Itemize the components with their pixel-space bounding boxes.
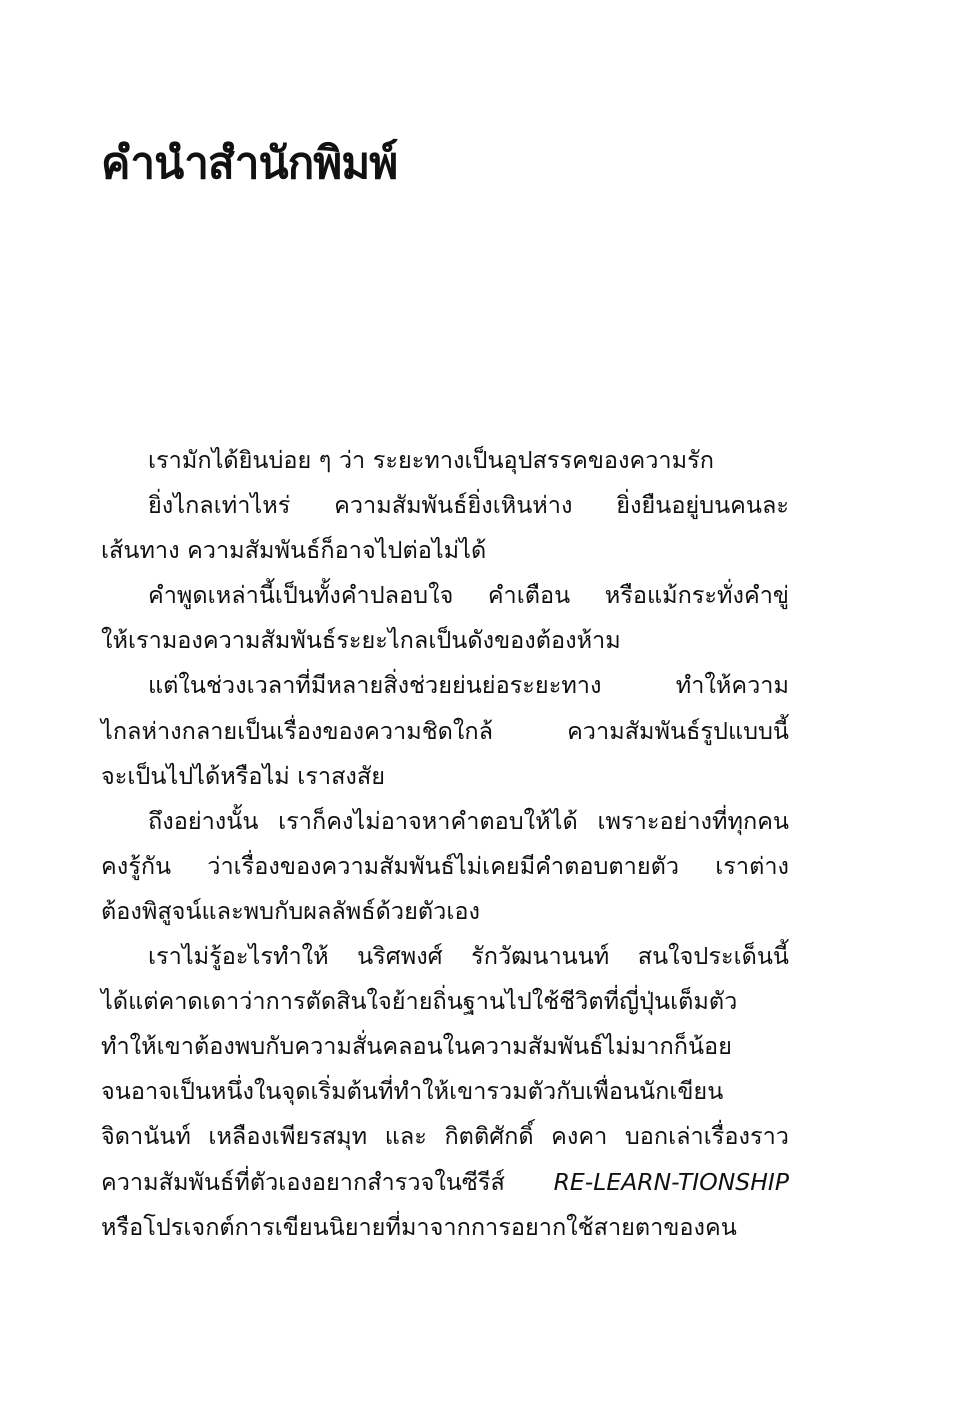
text-line: ยิ่งไกลเท่าไหร่ ความสัมพันธ์ยิ่งเหินห่าง ยิ่งยืนอยู่บนคนละ <box>148 491 789 520</box>
text-line: เราไม่รู้อะไรทำให้ นริศพงศ์ รักวัฒนานนท์ สนใจประเด็นนี้ <box>148 942 789 971</box>
text-line: เรามักได้ยินบ่อย ๆ ว่า ระยะทางเป็นอุปสรรคของความรัก <box>148 446 714 474</box>
page-title: คำนำสำนักพิมพ์ <box>101 138 398 189</box>
series-name: RE-LEARN-TIONSHIP <box>553 1167 789 1196</box>
text-line: เส้นทาง ความสัมพันธ์ก็อาจไปต่อไม่ได้ <box>101 536 487 565</box>
text-line-with-series <box>101 1160 789 1205</box>
text-line: หรือโปรเจกต์การเขียนนิยายที่มาจากการอยากใช้สายตาของคน <box>101 1212 737 1241</box>
text-line: คงรู้กัน ว่าเรื่องของความสัมพันธ์ไม่เคยมีคำตอบตายตัว เราต่าง <box>101 851 789 880</box>
text-line: คำพูดเหล่านี้เป็นทั้งคำปลอบใจ คำเตือน หรือแม้กระทั่งคำขู่ <box>148 581 789 610</box>
text-line: ได้แต่คาดเดาว่าการตัดสินใจย้ายถิ่นฐานไปใช้ชีวิตที่ญี่ปุ่นเต็มตัว <box>101 987 738 1016</box>
text-line: ต้องพิสูจน์และพบกับผลลัพธ์ด้วยตัวเอง <box>101 896 480 925</box>
text-line-fragment: ความสัมพันธ์ที่ตัวเองอยากสำรวจในซีรีส์ <box>101 1167 505 1196</box>
text-line: แต่ในช่วงเวลาที่มีหลายสิ่งช่วยย่นย่อระยะทาง ทำให้ความ <box>148 671 789 700</box>
text-line: ทำให้เขาต้องพบกับความสั่นคลอนในความสัมพันธ์ไม่มากก็น้อย <box>101 1032 732 1061</box>
text-line: จนอาจเป็นหนึ่งในจุดเริ่มต้นที่ทำให้เขารวมตัวกับเพื่อนนักเขียน <box>101 1077 724 1106</box>
text-line: ให้เรามองความสัมพันธ์ระยะไกลเป็นดังของต้องห้าม <box>101 626 621 655</box>
text-line: จะเป็นไปได้หรือไม่ เราสงสัย <box>101 761 386 790</box>
text-line: ไกลห่างกลายเป็นเรื่องของความชิดใกล้ ความสัมพันธ์รูปแบบนี้ <box>101 716 789 745</box>
text-line: ถึงอย่างนั้น เราก็คงไม่อาจหาคำตอบให้ได้ เพราะอย่างที่ทุกคน <box>148 806 789 835</box>
preface-body <box>101 438 789 1250</box>
text-line: จิดานันท์ เหลืองเพียรสมุท และ กิตติศักดิ์ คงคา บอกเล่าเรื่องราว <box>101 1122 789 1151</box>
